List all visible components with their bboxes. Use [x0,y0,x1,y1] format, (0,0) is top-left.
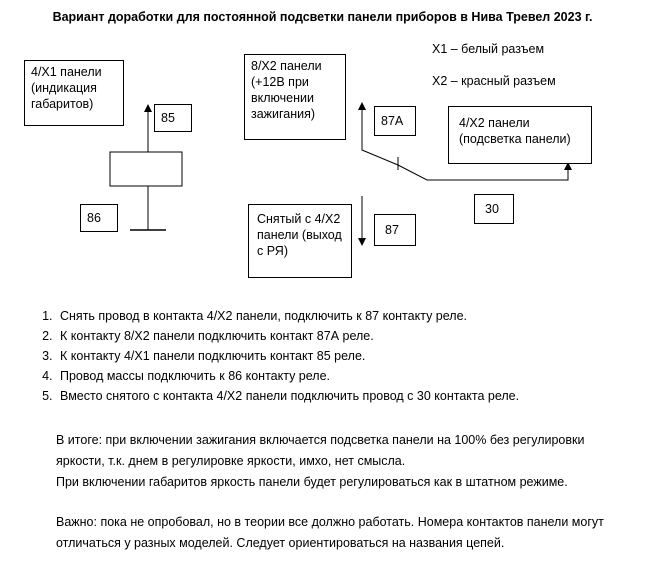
box-x2-panel-4: 4/X2 панели (подсветка панели) [448,106,592,164]
step-item: 1. Снять провод в контакта 4/X2 панели, подключить к 87 контакту реле. [56,306,645,326]
relay-coil [110,152,182,186]
box-pin-87a: 87A [374,106,416,136]
box-pin-85: 85 [154,104,192,132]
box-pin-86: 86 [80,204,118,232]
legend-x1: X1 – белый разъем [432,42,545,56]
steps-list [26,306,645,406]
summary-line-2: При включении габаритов яркость панели будет регулироваться как в штатном режиме. [56,475,568,489]
box-x1-panel: 4/X1 панели (индикация габаритов) [24,60,124,126]
box-pin-30: 30 [474,194,514,224]
legend-x2: X2 – красный разъем [432,74,556,88]
step-item: 2. К контакту 8/X2 панели подключить контакт 87А реле. [56,326,645,346]
page-title: Вариант доработки для постоянной подсветки панели приборов в Нива Тревел 2023 г. [52,10,593,24]
step-item: 3. К контакту 4/X1 панели подключить контакт 85 реле. [56,346,645,366]
box-removed-wire: Снятый с 4/X2 панели (выход с РЯ) [248,204,352,278]
box-pin-87: 87 [374,214,416,246]
step-item: 4. Провод массы подключить к 86 контакту реле. [56,366,645,386]
step-item: 5. Вместо снятого с контакта 4/X2 панели подключить провод с 30 контакта реле. [56,386,645,406]
summary-line-1: В итоге: при включении зажигания включается подсветка панели на 100% без регулировки яркости, т.к. днем в регулировке яркости, имхо, нет смысла. [56,433,585,468]
box-x2-panel-8: 8/X2 панели (+12В при включении зажигания) [244,54,346,140]
important-note: Важно: пока не опробовал, но в теории все должно работать. Номера контактов панели могут отличаться у разных моделей. Следует ориентироваться на названия цепей. [56,515,604,550]
wire-30 [398,165,568,180]
